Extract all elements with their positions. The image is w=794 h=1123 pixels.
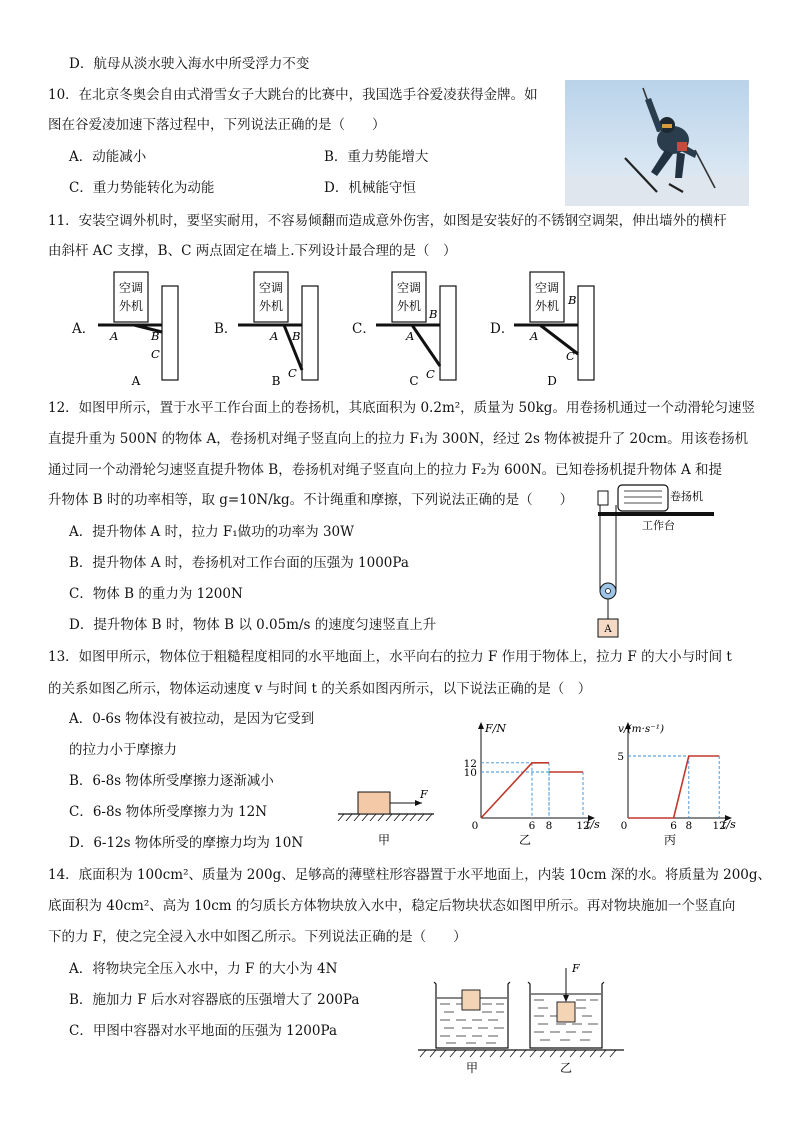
fig11-option-d-unit-l2: 外机 — [534, 299, 560, 313]
fig11-option-c-unit-l1: 空调 — [396, 281, 422, 295]
q9-option-d: D．航母从淡水驶入海水中所受浮力不变 — [69, 56, 310, 72]
yi-series-0 — [481, 763, 549, 818]
fig11-option-d-unit-l1: 空调 — [534, 281, 560, 295]
q14-option-b: B．施加力 F 后水对容器底的压强增大了 200Pa — [69, 992, 360, 1008]
fig11-option-b-label-a: A — [270, 329, 279, 343]
q14-stem-line3: 下的力 F，使之完全浸入水中如图乙所示。下列说法正确的是（ ） — [48, 929, 467, 945]
q13-option-a-line1: A．0-6s 物体没有被拉动，是因为它受到 — [69, 711, 315, 727]
fig13-jia-caption: 甲 — [377, 833, 391, 847]
q13-option-d: D．6-12s 物体所受的摩擦力均为 10N — [69, 835, 304, 851]
q10-stem-line2: 图在谷爱凌加速下落过程中，下列说法正确的是（ ） — [48, 117, 386, 133]
q12-option-a: A．提升物体 A 时，拉力 F₁做功的功率为 30W — [69, 524, 354, 540]
q13-stem-line1: 13．如图甲所示，物体位于粗糙程度相同的水平地面上，水平向右的拉力 F 作用于物体上，拉力 F 的大小与时间 t — [48, 649, 732, 665]
fig11-option-a — [96, 270, 188, 390]
fig14-yi-caption: 乙 — [559, 1061, 573, 1075]
q10-option-c: C．重力势能转化为动能 — [69, 180, 215, 196]
q11-stem-line1: 11．安装空调外机时，要坚实耐用，不容易倾翻而造成意外伤害，如图是安装好的不锈钢空调架，伸出墙外的横杆 — [48, 213, 727, 229]
q12-stem-line2: 直提升重为 500N 的物体 A，卷扬机对绳子竖直向上的拉力 F₁为 300N，经过 2s 物体被提升了 20cm。用该卷扬机 — [48, 431, 749, 447]
fig11-option-a-label-a: A — [110, 329, 119, 343]
yi-ytick-10: 10 — [463, 767, 477, 779]
fig11-option-a-label-c: C — [151, 347, 160, 361]
fig12-winch-label: 卷扬机 — [670, 490, 703, 503]
q13-option-a-line2: 的拉力小于摩擦力 — [69, 742, 177, 758]
fig11-option-a-letter: A． — [72, 321, 96, 337]
q12-option-c: C．物体 B 的重力为 1200N — [69, 586, 243, 602]
yi-caption: 乙 — [518, 833, 532, 847]
q14-stem-line1: 14．底面积为 100cm²、质量为 200g、足够高的薄壁柱形容器置于水平地面上，内装 10cm 深的水。将质量为 200g、 — [48, 867, 772, 883]
q12-option-d: D．提升物体 B 时，物体 B 以 0.05m/s 的速度匀速竖直上升 — [69, 617, 437, 633]
fig13-jia-force-label: F — [420, 788, 428, 801]
bing-caption: 丙 — [663, 833, 677, 847]
bing-xlabel: t/s — [722, 818, 736, 831]
yi-xtick-0: 0 — [471, 820, 479, 832]
fig11-option-a-caption: A — [131, 374, 141, 388]
q13-stem-line2: 的关系如图乙所示，物体运动速度 v 与时间 t 的关系如图丙所示，以下说法正确的是（ ） — [48, 681, 592, 697]
fig11-option-a-unit-l1: 空调 — [118, 281, 144, 295]
bing-ylabel: v/(m·s⁻¹) — [618, 723, 665, 735]
skier-photo — [565, 80, 749, 206]
q12-stem-line3: 通过同一个动滑轮匀速竖直提升物体 B，卷扬机对绳子竖直向上的拉力 F₂为 600N。已知卷扬机提升物体 A 和提 — [48, 462, 722, 478]
fig14-jia-caption: 甲 — [465, 1061, 479, 1075]
fig13-jia-diagram — [336, 784, 440, 848]
fig11-option-b-caption: B — [271, 374, 281, 388]
fig12-winch-diagram — [590, 483, 720, 643]
q12-stem-line4: 升物体 B 时的功率相等，取 g=10N/kg。不计绳重和摩擦，下列说法正确的是（ ） — [48, 492, 574, 508]
fig11-option-a-unit-l2: 外机 — [118, 299, 144, 313]
fig13-bing-chart — [612, 718, 742, 850]
q13-option-b: B．6-8s 物体所受摩擦力逐渐减小 — [69, 773, 274, 789]
fig11-option-b-letter: B． — [214, 321, 238, 337]
bing-xtick-0: 0 — [620, 820, 628, 832]
q10-option-b: B．重力势能增大 — [324, 149, 429, 165]
q12-stem-line1: 12．如图甲所示，置于水平工作台面上的卷扬机，其底面积为 0.2m²，质量为 50kg。用卷扬机通过一个动滑轮匀速竖 — [48, 400, 755, 416]
q11-stem-line2: 由斜杆 AC 支撑，B、C 两点固定在墙上.下列设计最合理的是（ ） — [48, 243, 457, 259]
bing-xtick-6: 6 — [670, 820, 677, 832]
bing-ytick-5: 5 — [617, 751, 624, 763]
fig11-option-b-unit-l2: 外机 — [258, 299, 284, 313]
fig11-option-b-unit-l1: 空调 — [258, 281, 284, 295]
fig11-option-c-label-b: B — [429, 307, 438, 321]
yi-xtick-8: 8 — [545, 820, 553, 832]
fig11-option-c-label-c: C — [426, 367, 435, 381]
fig11-option-d — [512, 270, 604, 390]
fig11-option-b-label-b: B — [292, 329, 301, 343]
bing-xtick-12: 12 — [712, 820, 726, 832]
bing-series-0 — [628, 756, 719, 818]
yi-ylabel: F/N — [485, 722, 506, 735]
fig11-option-c-unit-l2: 外机 — [396, 299, 422, 313]
fig11-option-c — [374, 270, 466, 390]
fig14-force-label: F — [572, 962, 580, 975]
fig11-option-d-label-a: A — [530, 329, 539, 343]
fig11-option-d-letter: D． — [490, 321, 515, 337]
yi-ytick-12: 12 — [463, 757, 477, 770]
fig11-option-c-letter: C． — [352, 321, 376, 337]
fig11-option-a-label-b: B — [151, 329, 160, 343]
yi-xlabel: t/s — [586, 818, 600, 831]
fig11-option-c-caption: C — [409, 374, 419, 388]
yi-xtick-12: 12 — [576, 820, 590, 832]
q10-stem-line1: 10．在北京冬奥会自由式滑雪女子大跳台的比赛中，我国选手谷爱凌获得金牌。如 — [48, 87, 538, 103]
q14-stem-line2: 底面积为 40cm²、高为 10cm 的匀质长方体物块放入水中，稳定后物块状态如图甲所示。再对物块施加一个竖直向 — [48, 898, 736, 914]
q12-option-b: B．提升物体 A 时，卷扬机对工作台面的压强为 1000Pa — [69, 555, 409, 571]
q10-option-d: D．机械能守恒 — [324, 180, 416, 196]
q14-option-c: C．甲图中容器对水平地面的压强为 1200Pa — [69, 1023, 338, 1039]
fig11-option-b — [236, 270, 328, 390]
fig11-option-d-label-b: B — [568, 293, 577, 307]
q13-option-c: C．6-8s 物体所受摩擦力为 12N — [69, 804, 268, 820]
fig11-option-d-caption: D — [547, 374, 557, 388]
q10-option-a: A．动能减小 — [69, 149, 147, 165]
q14-option-a: A．将物块完全压入水中，力 F 的大小为 4N — [69, 961, 338, 977]
fig13-yi-chart — [465, 718, 605, 850]
bing-xtick-8: 8 — [685, 820, 693, 832]
fig11-option-d-label-c: C — [566, 349, 575, 363]
fig12-block-label: A — [604, 624, 612, 635]
fig12-table-label: 工作台 — [642, 519, 675, 532]
fig14-containers-diagram — [416, 960, 628, 1078]
fig11-option-c-label-a: A — [406, 329, 415, 343]
yi-xtick-6: 6 — [528, 820, 536, 832]
fig11-option-b-label-c: C — [288, 366, 297, 380]
